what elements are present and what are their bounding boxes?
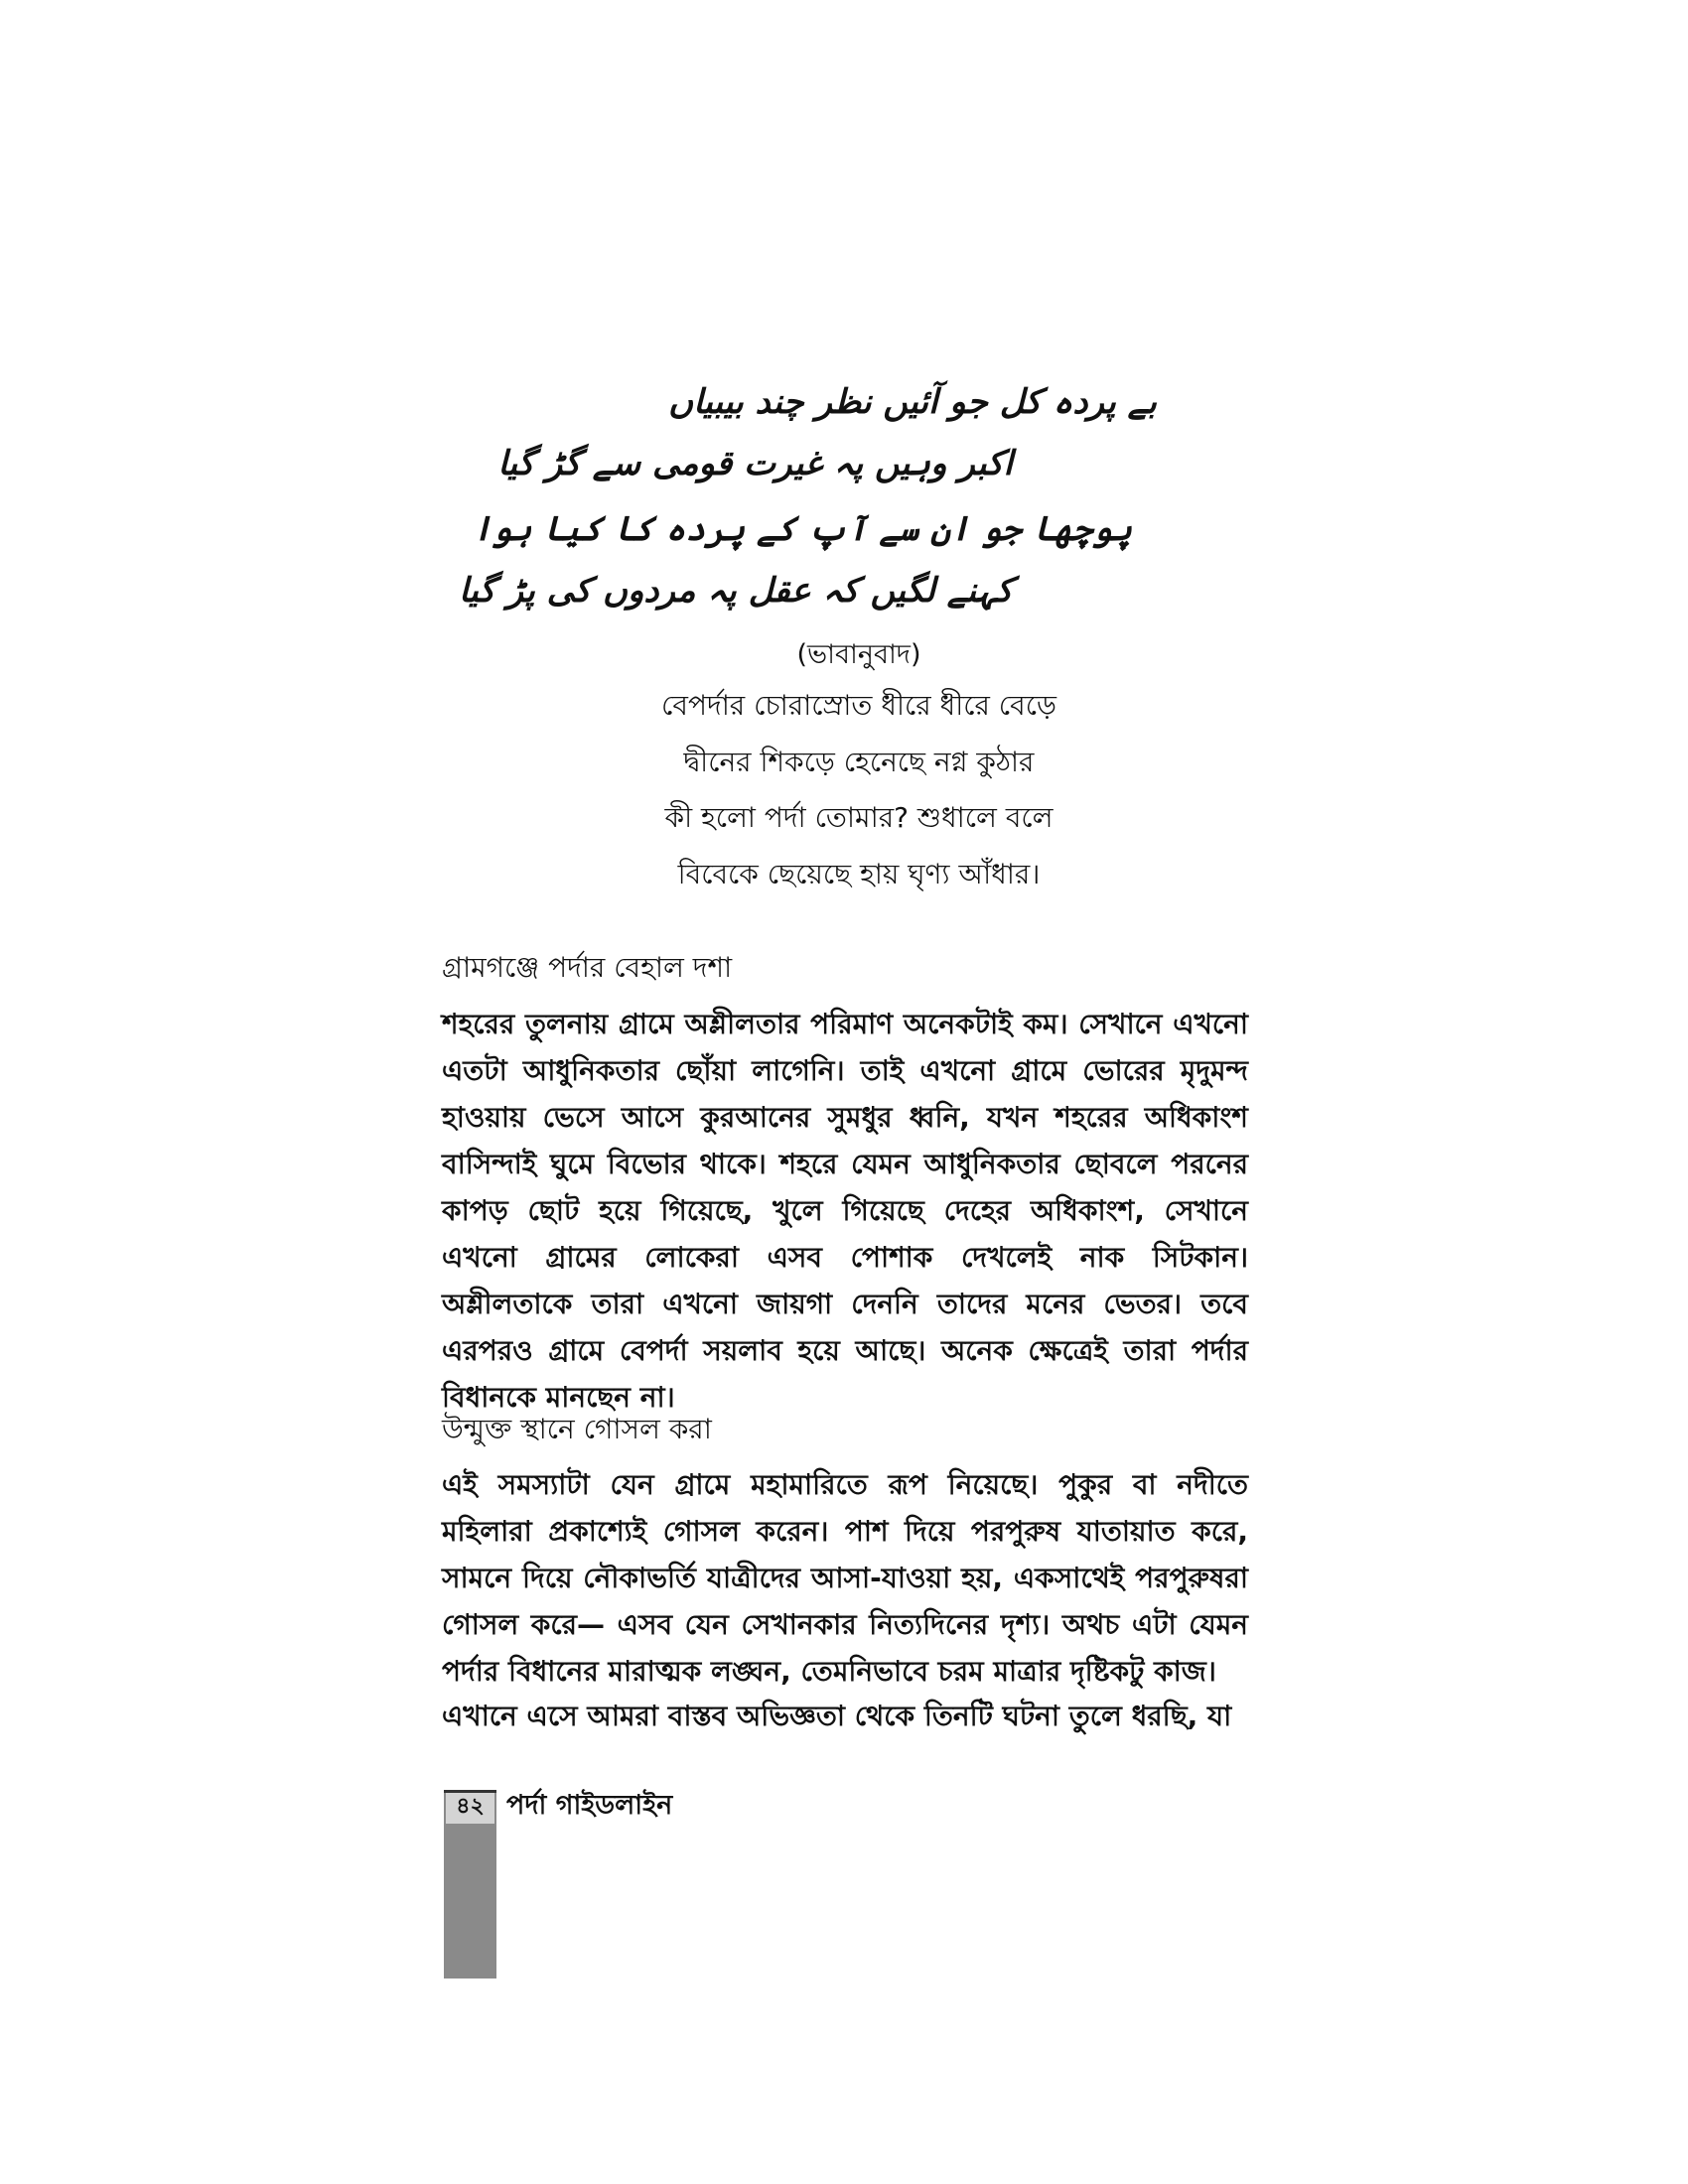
translation-label: (ভাবানুবাদ): [796, 639, 921, 670]
urdu-poem-line: پوچھا جو ان سے آپ کے پردہ کا کیا ہوا: [472, 509, 1132, 549]
urdu-poem-line: بے پردہ کل جو آئیں نظر چند بیبیاں: [668, 382, 1157, 422]
section-paragraph: এই সমস্যাটা যেন গ্রামে মহামারিতে রূপ নিয়েছে। পুকুর বা নদীতে মহিলারা প্রকাশ্যেই গোসল করেন। পাশ দিয়ে পরপুরুষ যাতায়াত করে, সামনে দিয়ে নৌকাভর্তি যাত্রীদের আসা-যাওয়া হয়, একসাথেই পরপুরুষরা গোসল করে— এসব যেন সেখানকার নিত্যদিনের দৃশ্য। অথচ এটা যেমন পর্দার বিধানের মারাত্মক লঙ্ঘন, তেমনিভাবে চরম মাত্রার দৃষ্টিকটু কাজ।: [442, 1468, 1248, 1688]
translation-verse: দ্বীনের শিকড়ে হেনেছে নগ্ন কুঠার: [683, 746, 1035, 778]
translation-verse: কী হলো পর্দা তোমার? শুধালে বলে: [664, 801, 1054, 834]
page-number: ৪২: [446, 1790, 494, 1824]
footer-rule: [444, 1790, 496, 1793]
translation-verse: বিবেকে ছেয়েছে হায় ঘৃণ্য আঁধার।: [677, 858, 1041, 890]
urdu-poem: [458, 377, 1192, 645]
section-paragraph: এখানে এসে আমরা বাস্তব অভিজ্ঞতা থেকে তিনটি ঘটনা তুলে ধরছি, যা: [442, 1700, 1232, 1732]
section-heading: গ্রামগঞ্জে পর্দার বেহাল দশা: [442, 951, 733, 984]
section-paragraph: শহরের তুলনায় গ্রামে অশ্লীলতার পরিমাণ অনেকটাই কম। সেখানে এখনো এতটা আধুনিকতার ছোঁয়া লাগেনি। তাই এখনো গ্রামে ভোরের মৃদুমন্দ হাওয়ায় ভেসে আসে কুরআনের সুমধুর ধ্বনি, যখন শহরের অধিকাংশ বাসিন্দাই ঘুমে বিভোর থাকে। শহরে যেমন আধুনিকতার ছোবলে পরনের কাপড় ছোট হয়ে গিয়েছে, খুলে গিয়েছে দেহের অধিকাংশ, সেখানে এখনো গ্রামের লোকেরা এসব পোশাক দেখলেই নাক সিটকান। অশ্লীলতাকে তারা এখনো জায়গা দেননি তাদের মনের ভেতর। তবে এরপরও গ্রামে বেপর্দা সয়লাব হয়ে আছে। অনেক ক্ষেত্রেই তারা পর্দার বিধানকে মানছেন না।: [442, 1008, 1248, 1414]
section-heading: উন্মুক্ত স্থানে গোসল করা: [442, 1413, 712, 1445]
running-footer-title: পর্দা গাইডলাইন: [506, 1790, 673, 1821]
urdu-poem-line: اکبر وہیں پہ غیرت قومی سے گڑ گیا: [497, 444, 1013, 483]
translation-verse: বেপর্দার চোরাস্রোত ধীরে ধীরে বেড়ে: [661, 689, 1056, 722]
urdu-poem-line: کہنے لگیں کہ عقل پہ مردوں کی پڑ گیا: [458, 571, 1013, 611]
